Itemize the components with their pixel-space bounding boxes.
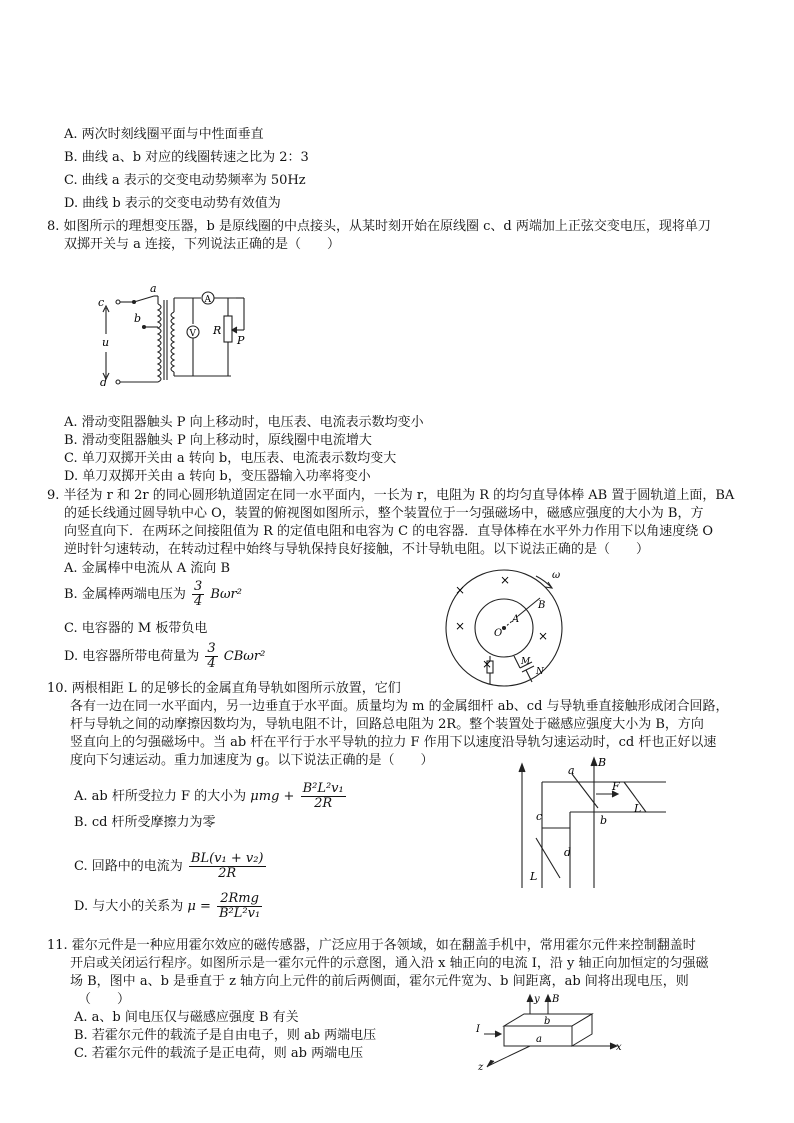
q8-option-b: B. 滑动变阻器触头 P 向上移动时，原线圈中电流增大 bbox=[64, 433, 372, 448]
q10-stem-line4: 竖直向上的匀强磁场中。当 ab 杆在平行于水平导轨的拉力 F 作用下以速度沿导轨匀速运动时，cd 杆也正好以速 bbox=[70, 735, 717, 750]
q9-option-b-den: 4 bbox=[193, 594, 203, 609]
q10-option-c-den: 2R bbox=[218, 866, 237, 881]
q11-option-c: C. 若霍尔元件的载流子是正电荷，则 ab 两端电压 bbox=[74, 1046, 364, 1061]
q9-option-b bbox=[64, 580, 242, 609]
q10-label-f: F bbox=[612, 780, 620, 793]
q9-label-a: A bbox=[512, 614, 520, 625]
q9-label-n: N bbox=[536, 667, 544, 677]
q8-label-voltmeter: V bbox=[189, 329, 196, 339]
q9-option-b-tail: Bωr² bbox=[210, 587, 242, 602]
q9-label-o: O bbox=[494, 628, 503, 639]
q11-label-b-field: B bbox=[552, 994, 560, 1005]
q8-transformer-figure bbox=[96, 282, 266, 390]
q7-option-b: B. 曲线 a、b 对应的线圈转速之比为 2：3 bbox=[64, 150, 309, 165]
q8-label-r: R bbox=[213, 324, 222, 337]
q11-stem-line2: 开启或关闭运行程序。如图所示是一霍尔元件的示意图，通入沿 x 轴正向的电流 I，沿 y 轴正向加恒定的匀强磁 bbox=[70, 956, 709, 971]
q10-option-c-prefix: C. 回路中的电流为 bbox=[74, 859, 183, 874]
q9-stem-line4: 逆时针匀速转动，在转动过程中始终与导轨保持良好接触，不计导轨电阻。以下说法正确的是（ ） bbox=[64, 542, 650, 557]
q10-option-a bbox=[74, 782, 348, 811]
q9-field-x1: × bbox=[455, 583, 466, 597]
q10-option-d-den: B²L²v₁ bbox=[219, 906, 261, 921]
q8-label-c: c bbox=[98, 296, 105, 309]
q9-label-b: B bbox=[538, 600, 546, 611]
q7-option-c: C. 曲线 a 表示的交变电动势频率为 50Hz bbox=[64, 173, 306, 188]
q8-label-d: d bbox=[100, 376, 108, 389]
q10-label-b-field: B bbox=[598, 756, 607, 769]
q10-option-c bbox=[74, 852, 268, 881]
q8-label-a: a bbox=[150, 282, 157, 295]
q9-option-b-num: 3 bbox=[193, 579, 203, 594]
q9-field-x4: × bbox=[538, 629, 549, 643]
q10-option-a-prefix: A. ab 杆所受拉力 F 的大小为 bbox=[74, 789, 247, 804]
q8-option-d: D. 单刀双掷开关由 a 转向 b，变压器输入功率将变小 bbox=[64, 469, 371, 484]
q8-label-p: P bbox=[237, 334, 245, 347]
q10-label-l-right: L bbox=[634, 802, 642, 815]
q10-option-d bbox=[74, 892, 264, 921]
q9-option-d-tail: CBωr² bbox=[223, 649, 266, 664]
q11-option-a: A. a、b 间电压仅与磁感应强度 B 有关 bbox=[74, 1010, 299, 1025]
q7-option-d: D. 曲线 b 表示的交变电动势有效值为 bbox=[64, 196, 281, 211]
q9-stem-line3: 向竖直向下．在两环之间接阻值为 R 的定值电阻和电容为 C 的电容器．直导体棒在水平外力作用下以角速度绕 O bbox=[64, 524, 714, 539]
q10-stem-line1: 10. 两根相距 L 的足够长的金属直角导轨如图所示放置，它们 bbox=[47, 681, 401, 696]
q9-option-d-num: 3 bbox=[207, 641, 216, 656]
q9-stem-line1: 9. 半径为 r 和 2r 的同心圆形轨道固定在同一水平面内，一长为 r，电阻为 R 的均匀直导体棒 AB 置于圆轨道上面，BA bbox=[47, 488, 735, 503]
q8-stem-line1: 8. 如图所示的理想变压器，b 是原线圈的中点接头，从某时刻开始在原线圈 c、d 两端加上正弦交变电压，现将单刀 bbox=[47, 219, 711, 234]
q11-label-a: a bbox=[536, 1034, 542, 1045]
q10-stem-line5: 度向下匀速运动。重力加速度为 g。以下说法正确的是（ ） bbox=[70, 753, 434, 768]
q10-option-a-den: 2R bbox=[314, 796, 333, 811]
q9-field-x2: × bbox=[500, 573, 511, 587]
q10-option-b: B. cd 杆所受摩擦力为零 bbox=[74, 815, 216, 830]
q10-option-c-num: BL(v₁ + v₂) bbox=[190, 851, 264, 866]
q10-option-d-prefix: D. 与大小的关系为 bbox=[74, 899, 184, 914]
q9-option-a: A. 金属棒中电流从 A 流向 B bbox=[64, 561, 230, 576]
q11-stem-line1: 11. 霍尔元件是一种应用霍尔效应的磁传感器，广泛应用于各领域，如在翻盖手机中，常用霍尔元件来控制翻盖时 bbox=[47, 938, 696, 953]
q10-stem-line3: 杆与导轨之间的动摩擦因数均为，导轨电阻不计，回路总电阻为 2R。整个装置处于磁感应强度大小为 B，方向 bbox=[70, 717, 704, 732]
q9-option-d-prefix: D. 电容器所带电荷量为 bbox=[64, 649, 200, 664]
q8-label-ammeter: A bbox=[204, 295, 211, 305]
q11-stem-line3: 场 B，图中 a、b 是垂直于 z 轴方向上元件的前后两侧面，霍尔元件宽为、b 间距离，ab 间将出现电压，则 bbox=[70, 974, 689, 989]
q9-field-x3: × bbox=[455, 619, 466, 633]
q8-label-b: b bbox=[134, 312, 142, 325]
q8-option-c: C. 单刀双掷开关由 a 转向 b，电压表、电流表示数均变大 bbox=[64, 451, 397, 466]
q8-option-a: A. 滑动变阻器触头 P 向上移动时，电压表、电流表示数均变小 bbox=[64, 415, 424, 430]
q9-ring-figure bbox=[440, 564, 580, 690]
q10-rail-figure bbox=[506, 752, 674, 892]
q10-label-b: b bbox=[600, 814, 608, 827]
q9-option-d bbox=[64, 642, 265, 671]
q8-stem-line2: 双掷开关与 a 连接，下列说法正确的是（ ） bbox=[64, 237, 341, 252]
q10-option-a-num: B²L²v₁ bbox=[302, 781, 344, 796]
q10-label-l-bottom: L bbox=[530, 870, 538, 883]
q9-field-x5: × bbox=[482, 657, 493, 671]
q11-stem-line4: （ ） bbox=[78, 992, 131, 1007]
q10-label-c: c bbox=[536, 810, 543, 823]
q9-option-c: C. 电容器的 M 板带负电 bbox=[64, 621, 208, 636]
q11-hall-element-figure bbox=[470, 990, 630, 1070]
q11-label-b: b bbox=[544, 1016, 551, 1027]
q7-option-a: A. 两次时刻线圈平面与中性面垂直 bbox=[64, 127, 264, 142]
q11-label-y: y bbox=[534, 994, 540, 1005]
q10-label-d: d bbox=[564, 846, 572, 859]
q9-label-omega: ω bbox=[552, 570, 561, 581]
q9-option-d-den: 4 bbox=[207, 656, 216, 671]
q10-option-a-mid: μmg + bbox=[250, 789, 295, 804]
q9-label-m: M bbox=[521, 657, 531, 667]
q11-label-i: I bbox=[476, 1024, 480, 1035]
q11-option-b: B. 若霍尔元件的载流子是自由电子，则 ab 两端电压 bbox=[74, 1028, 377, 1043]
q10-stem-line2: 各有一边在同一水平面内，另一边垂直于水平面。质量均为 m 的金属细杆 ab、cd 与导轨垂直接触形成闭合回路， bbox=[70, 699, 729, 714]
q9-option-b-prefix: B. 金属棒两端电压为 bbox=[64, 587, 186, 602]
q10-option-d-num: 2Rmg bbox=[217, 892, 262, 907]
q9-stem-line2: 的延长线通过圆导轨中心 O，装置的俯视图如图所示，整个装置位于一匀强磁场中，磁感应强度的大小为 B，方 bbox=[64, 506, 704, 521]
q11-label-x: x bbox=[616, 1042, 622, 1053]
q11-label-z: z bbox=[478, 1062, 484, 1070]
q10-option-d-mid: μ = bbox=[187, 899, 211, 914]
q8-label-u: u bbox=[102, 336, 110, 349]
q10-label-a: a bbox=[568, 764, 575, 777]
